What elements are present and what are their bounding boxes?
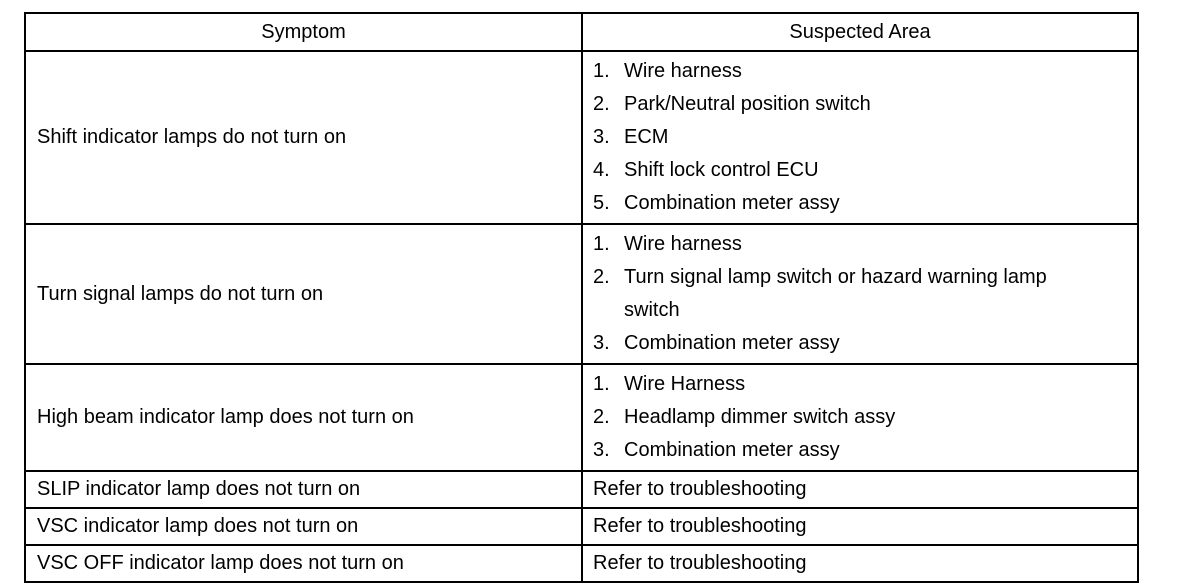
table-row: [25, 471, 1138, 508]
suspected-area-cell: Refer to troubleshooting: [582, 471, 1138, 508]
suspected-area-cell: [582, 224, 1138, 364]
item-text: Wire Harness: [624, 373, 746, 395]
symptom-cell: SLIP indicator lamp does not turn on: [25, 471, 582, 508]
suspected-area-list: [593, 52, 1137, 223]
list-item: [593, 434, 1137, 467]
table-row: [25, 508, 1138, 545]
item-number: 1.: [593, 233, 610, 255]
symptom-cell: VSC OFF indicator lamp does not turn on: [25, 545, 582, 582]
list-item: [593, 368, 1137, 401]
item-text: Wire harness: [624, 60, 742, 82]
table-row: [25, 224, 1138, 364]
symptom-cell: Shift indicator lamps do not turn on: [25, 51, 582, 224]
item-number: 2.: [593, 93, 610, 115]
list-item: [593, 327, 1137, 360]
list-item: [593, 88, 1137, 121]
list-item: [593, 121, 1137, 154]
item-text: ECM: [624, 126, 669, 148]
item-number: 3.: [593, 126, 610, 148]
table-row: [25, 545, 1138, 582]
list-item: [593, 401, 1137, 434]
item-number: 3.: [593, 332, 610, 354]
symptom-cell: High beam indicator lamp does not turn on: [25, 364, 582, 471]
item-number: 2.: [593, 406, 610, 428]
item-number: 3.: [593, 439, 610, 461]
suspected-area-cell: [582, 364, 1138, 471]
suspected-area-cell: Refer to troubleshooting: [582, 508, 1138, 545]
table-row: [25, 364, 1138, 471]
item-text: Wire harness: [624, 233, 742, 255]
item-text: Combination meter assy: [624, 332, 840, 354]
suspected-area-cell: Refer to troubleshooting: [582, 545, 1138, 582]
list-item: [593, 187, 1137, 220]
header-symptom: Symptom: [25, 13, 582, 51]
item-number: 2.: [593, 266, 610, 288]
troubleshooting-table: [24, 12, 1139, 583]
item-text: Shift lock control ECU: [624, 159, 819, 181]
suspected-area-cell: [582, 51, 1138, 224]
header-suspected-area: Suspected Area: [582, 13, 1138, 51]
item-text: Headlamp dimmer switch assy: [624, 406, 896, 428]
item-number: 4.: [593, 159, 610, 181]
item-text: Combination meter assy: [624, 439, 840, 461]
suspected-area-list: [593, 365, 1137, 470]
table-header-row: [25, 13, 1138, 51]
list-item: [593, 261, 1137, 327]
table-row: [25, 51, 1138, 224]
symptom-cell: VSC indicator lamp does not turn on: [25, 508, 582, 545]
list-item: [593, 228, 1137, 261]
item-number: 1.: [593, 373, 610, 395]
item-text: Turn signal lamp switch or hazard warning lamp switch: [624, 266, 1047, 321]
item-number: 1.: [593, 60, 610, 82]
symptom-cell: Turn signal lamps do not turn on: [25, 224, 582, 364]
list-item: [593, 154, 1137, 187]
item-text: Park/Neutral position switch: [624, 93, 871, 115]
item-text: Combination meter assy: [624, 192, 840, 214]
list-item: [593, 55, 1137, 88]
suspected-area-list: [593, 225, 1137, 363]
item-number: 5.: [593, 192, 610, 214]
